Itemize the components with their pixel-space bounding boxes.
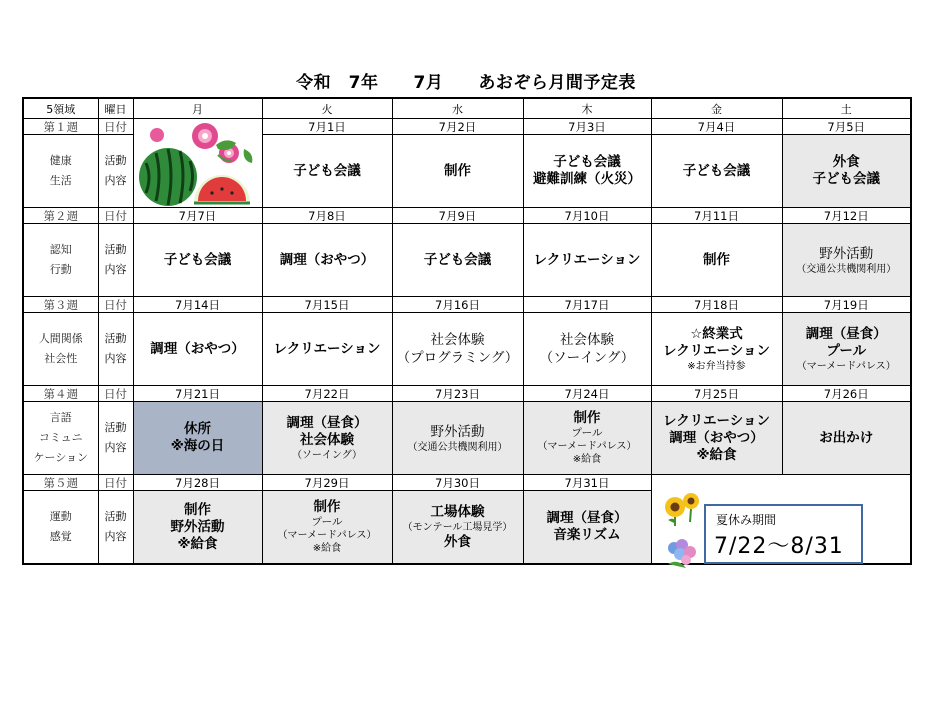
activity-text: 子ども会議 (553, 154, 621, 170)
activity-text: 制作 (573, 410, 601, 426)
activity-row (23, 224, 911, 297)
date-cell: 7月18日 (651, 297, 782, 313)
area-label: 健康 (49, 154, 72, 167)
activity-cell (651, 135, 782, 208)
date-cell: 7月23日 (392, 386, 523, 402)
activity-subtext: （交通公共機関利用） (796, 263, 897, 275)
week-label: 第５週 (23, 475, 98, 491)
activity-cell (523, 135, 651, 208)
area-label: コミュニ (38, 431, 83, 444)
activity-text: 休所 (184, 421, 211, 437)
activity-text: 子ども会議 (293, 162, 361, 179)
date-cell: 7月19日 (782, 297, 911, 313)
activity-subtext: プール (311, 516, 343, 528)
activity-text: レクリエーション (273, 340, 381, 357)
area-cell (23, 135, 98, 208)
date-cell: 7月28日 (133, 475, 262, 491)
activity-label: 内容 (104, 441, 127, 454)
activity-label: 内容 (104, 530, 127, 543)
page-title: 令和 7年 7月 あおぞら月間予定表 (296, 73, 636, 93)
activity-text: 社会体験 (300, 431, 354, 448)
date-cell: 7月3日 (523, 119, 651, 135)
area-label: 生活 (49, 174, 72, 187)
date-cell: 7月21日 (133, 386, 262, 402)
vacation-range: 7/22〜8/31 (714, 534, 844, 559)
activity-row (23, 313, 911, 386)
activity-text: 調理（おやつ） (150, 340, 245, 357)
activity-label-cell (98, 224, 133, 297)
activity-subtext: ※お弁当持参 (687, 360, 746, 372)
activity-text: レクリエーション (663, 342, 770, 359)
vacation-period-box (704, 504, 863, 564)
area-cell (23, 402, 98, 475)
activity-label-cell (98, 135, 133, 208)
activity-subtext: （モンテール工場見学） (402, 521, 513, 533)
activity-label-cell (98, 491, 133, 565)
activity-subtext: プール (571, 427, 603, 439)
activity-text: 調理（昼食） (286, 414, 368, 431)
activity-cell (523, 491, 651, 565)
header-wed: 水 (392, 98, 523, 119)
activity-text: 避難訓練（火災） (533, 171, 641, 187)
activity-cell (392, 491, 523, 565)
activity-cell (651, 313, 782, 386)
activity-text: （プログラミング） (396, 350, 519, 366)
date-cell: 7月17日 (523, 297, 651, 313)
area-label: 行動 (49, 263, 72, 276)
date-label: 日付 (98, 208, 133, 224)
activity-row (23, 402, 911, 475)
activity-text: 野外活動 (430, 423, 485, 440)
activity-subtext: （マーメードパレス） (537, 441, 637, 452)
activity-label: 活動 (104, 510, 127, 523)
activity-subtext: （交通公共機関利用） (407, 441, 508, 453)
week-label: 第４週 (23, 386, 98, 402)
activity-text: ※海の日 (170, 438, 225, 454)
area-label: 運動 (49, 510, 72, 523)
activity-cell (523, 313, 651, 386)
date-cell: 7月30日 (392, 475, 523, 491)
activity-label: 活動 (104, 421, 127, 434)
activity-label: 活動 (104, 154, 127, 167)
date-cell: 7月14日 (133, 297, 262, 313)
activity-text: 子ども会議 (812, 171, 880, 187)
date-label: 日付 (98, 119, 133, 135)
activity-cell (133, 402, 262, 475)
activity-cell (262, 491, 392, 565)
header-area: 5領域 (23, 98, 98, 119)
activity-cell (133, 224, 262, 297)
date-cell: 7月31日 (523, 475, 651, 491)
activity-label: 活動 (104, 332, 127, 345)
date-cell: 7月12日 (782, 208, 911, 224)
date-cell: 7月4日 (651, 119, 782, 135)
activity-subtext: ※給食 (312, 543, 342, 554)
activity-text: 調理（おやつ） (279, 251, 375, 268)
area-label: 社会性 (44, 352, 78, 365)
activity-cell (651, 402, 782, 475)
activity-cell (133, 491, 262, 565)
date-cell: 7月9日 (392, 208, 523, 224)
week-label: 第１週 (23, 119, 98, 135)
activity-cell (523, 224, 651, 297)
activity-text: 調理（昼食） (546, 510, 628, 526)
header-fri: 金 (651, 98, 782, 119)
date-cell: 7月7日 (133, 208, 262, 224)
date-cell: 7月2日 (392, 119, 523, 135)
activity-subtext: （マーメードパレス） (796, 360, 896, 372)
activity-cell (782, 135, 911, 208)
activity-cell (651, 224, 782, 297)
area-label: 感覚 (49, 530, 72, 543)
date-row (23, 386, 911, 402)
date-cell: 7月10日 (523, 208, 651, 224)
activity-cell (392, 402, 523, 475)
activity-text: 子ども会議 (423, 251, 492, 268)
date-label: 日付 (98, 475, 133, 491)
week-label: 第３週 (23, 297, 98, 313)
header-tue: 火 (262, 98, 392, 119)
header-sat: 土 (782, 98, 911, 119)
activity-cell (782, 313, 911, 386)
week-label: 第２週 (23, 208, 98, 224)
watermelon-morning-glory-illustration (132, 119, 260, 211)
activity-text: プール (826, 342, 867, 359)
activity-cell (262, 224, 392, 297)
date-cell: 7月26日 (782, 386, 911, 402)
sunflower-hydrangea-illustration (660, 490, 704, 572)
hydrangea-icon (668, 539, 696, 568)
activity-text: レクリエーション (663, 412, 770, 429)
date-cell: 7月5日 (782, 119, 911, 135)
activity-label: 活動 (104, 243, 127, 256)
activity-cell (262, 313, 392, 386)
header-row (23, 98, 911, 119)
date-cell: 7月25日 (651, 386, 782, 402)
activity-subtext: （ソーイング） (291, 449, 363, 461)
activity-cell (782, 224, 911, 297)
date-row (23, 297, 911, 313)
activity-text: ※給食 (177, 535, 218, 552)
date-cell: 7月16日 (392, 297, 523, 313)
activity-text: 子ども会議 (682, 162, 751, 179)
activity-cell (262, 135, 392, 208)
activity-cell (133, 313, 262, 386)
date-row (23, 475, 911, 491)
activity-subtext: （マーメードパレス） (277, 530, 377, 541)
activity-cell (523, 402, 651, 475)
date-cell: 7月29日 (262, 475, 392, 491)
activity-label-cell (98, 313, 133, 386)
area-label: 認知 (49, 243, 72, 256)
activity-label: 内容 (104, 352, 127, 365)
area-label: 人間関係 (38, 332, 83, 345)
activity-text: レクリエーション (533, 251, 641, 268)
activity-cell (392, 313, 523, 386)
activity-text: 調理（昼食） (805, 325, 887, 342)
date-cell: 7月11日 (651, 208, 782, 224)
date-cell: 7月22日 (262, 386, 392, 402)
activity-text: 工場体験 (430, 503, 485, 520)
header-day: 曜日 (98, 98, 133, 119)
activity-text: 制作 (444, 162, 471, 179)
activity-text: 調理（おやつ） (669, 429, 764, 446)
area-label: 言語 (49, 411, 72, 424)
activity-text: （ソーイング） (539, 350, 635, 366)
activity-text: 野外活動 (819, 245, 874, 262)
activity-label: 内容 (104, 263, 127, 276)
date-cell: 7月24日 (523, 386, 651, 402)
activity-cell (392, 135, 523, 208)
activity-cell (392, 224, 523, 297)
activity-text: 制作 (313, 499, 341, 515)
activity-text: 制作 (184, 501, 211, 518)
activity-text: 子ども会議 (163, 251, 232, 268)
activity-text: ☆終業式 (690, 325, 743, 342)
activity-text: 音楽リズム (553, 527, 621, 543)
activity-cell (782, 402, 911, 475)
activity-text: お出かけ (819, 429, 874, 446)
activity-label-cell (98, 402, 133, 475)
activity-text: 外食 (444, 533, 471, 550)
area-cell (23, 313, 98, 386)
area-label: ケーション (33, 451, 89, 464)
activity-text: ※給食 (696, 446, 737, 463)
date-label: 日付 (98, 297, 133, 313)
vacation-label: 夏休み期間 (716, 513, 777, 527)
date-cell: 7月15日 (262, 297, 392, 313)
date-cell: 7月8日 (262, 208, 392, 224)
activity-cell (262, 402, 392, 475)
sunflower-icon (665, 493, 699, 526)
activity-label: 内容 (104, 174, 127, 187)
activity-text: 制作 (703, 251, 730, 268)
header-thu: 木 (523, 98, 651, 119)
activity-text: 社会体験 (430, 332, 485, 348)
area-cell (23, 224, 98, 297)
date-cell: 7月1日 (262, 119, 392, 135)
date-label: 日付 (98, 386, 133, 402)
area-cell (23, 491, 98, 565)
activity-text: 外食 (832, 154, 860, 170)
activity-subtext: ※給食 (572, 454, 602, 465)
header-mon: 月 (133, 98, 262, 119)
activity-text: 社会体験 (560, 332, 614, 348)
activity-text: 野外活動 (170, 518, 225, 535)
